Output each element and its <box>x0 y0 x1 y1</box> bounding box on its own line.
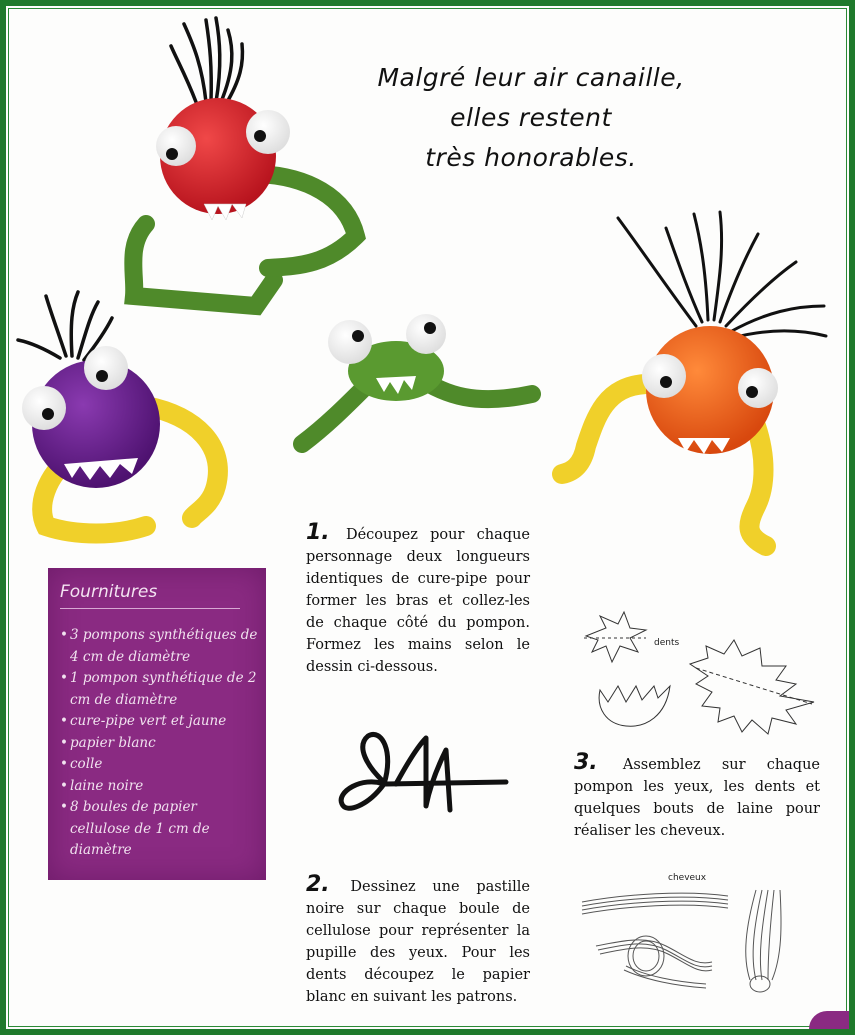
orange-monster-right-arm <box>749 426 766 546</box>
green-monster-eye-left <box>328 320 372 364</box>
list-item: • 1 pompon synthétique de 2 cm de diamètre <box>60 668 258 711</box>
red-monster-right-arm <box>258 174 356 268</box>
step-1-text: Découpez pour chaque personnage deux longueurs identiques de cure-pipe pour former les bras et collez-les de chaque côté du pompon. Formez les mains selon le dessin ci-dessous. <box>306 527 530 675</box>
step-3-text: Assemblez sur chaque pompon les yeux, les dents et quelques bouts de laine pour réaliser les cheveux. <box>574 757 821 839</box>
red-monster-eye-right <box>246 110 290 154</box>
red-monster-hair <box>171 18 242 104</box>
hand-shape-diagram <box>341 734 506 810</box>
supplies-box <box>48 568 266 880</box>
hair-diagram <box>582 890 781 992</box>
step-1-number: 1. <box>306 520 330 545</box>
red-monster-eye-left <box>156 126 196 166</box>
supplies-list <box>48 625 266 862</box>
orange-monster-eye-left <box>642 354 686 398</box>
list-item: • 3 pompons synthétiques de 4 cm de diamètre <box>60 625 258 668</box>
teeth-patterns-diagram <box>584 612 814 734</box>
hair-label: cheveux <box>668 873 707 883</box>
step-3-number: 3. <box>574 750 598 775</box>
supplies-title: Fournitures <box>60 582 240 609</box>
step-3 <box>574 752 820 842</box>
step-2-text: Dessinez une pastille noire sur chaque boule de cellulose pour représenter la pupille des yeux. Pour les dents découpez le papier blanc en suivant les patrons. <box>306 879 531 1005</box>
orange-monster-teeth <box>678 438 730 454</box>
headline <box>336 58 726 178</box>
list-item: • colle <box>60 754 258 776</box>
list-item: • cure-pipe vert et jaune <box>60 711 258 733</box>
green-monster <box>302 314 532 444</box>
headline-line-3: très honorables. <box>425 143 637 172</box>
list-item: • 8 boules de papier cellulose de 1 cm de diamètre <box>60 797 258 862</box>
purple-monster-eye-left <box>22 386 66 430</box>
orange-monster-left-arm <box>562 384 646 474</box>
headline-line-2: elles restent <box>450 103 612 132</box>
red-monster-left-arm <box>133 224 274 306</box>
list-item: • papier blanc <box>60 733 258 755</box>
purple-monster <box>18 292 218 534</box>
step-2-number: 2. <box>306 872 330 897</box>
green-monster-eye-right <box>406 314 446 354</box>
purple-monster-eye-right <box>84 346 128 390</box>
headline-line-1: Malgré leur air canaille, <box>377 63 685 92</box>
green-monster-left-arm <box>302 386 366 444</box>
red-monster-teeth <box>204 204 246 220</box>
orange-monster <box>562 212 826 546</box>
red-monster <box>133 18 356 306</box>
orange-monster-hair <box>618 212 826 338</box>
orange-monster-eye-right <box>738 368 778 408</box>
list-item: • laine noire <box>60 776 258 798</box>
step-1 <box>306 522 530 678</box>
teeth-label: dents <box>654 638 680 648</box>
step-2 <box>306 874 530 1008</box>
